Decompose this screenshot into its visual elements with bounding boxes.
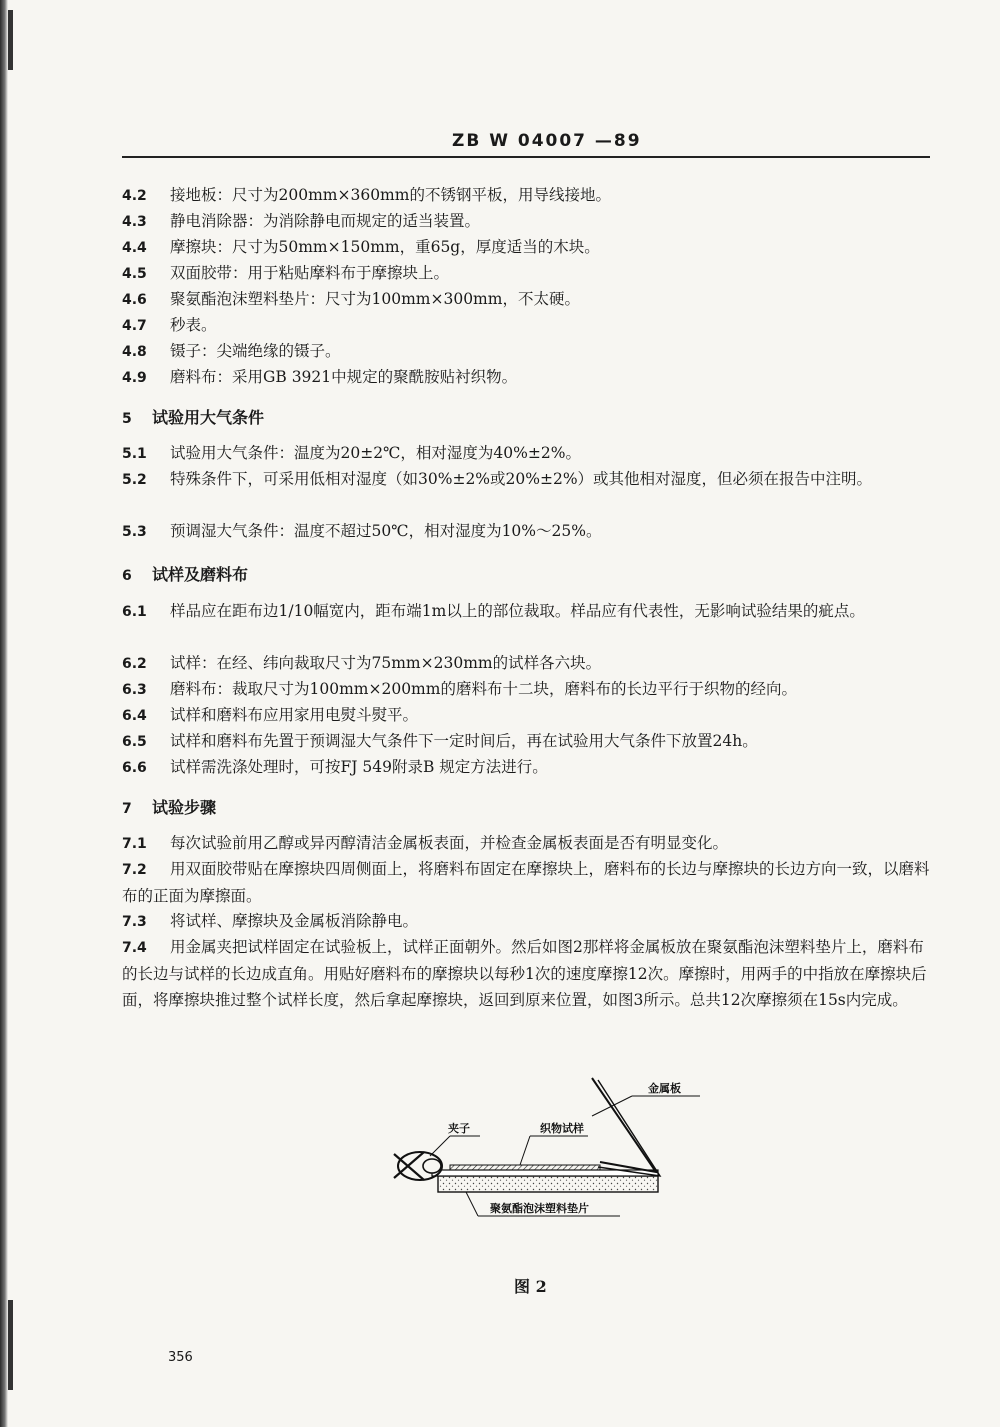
clause-number: 4.8 (122, 344, 147, 360)
page-number: 356 (168, 1350, 193, 1365)
section-title: 试验用大气条件 (152, 408, 265, 427)
figure-2 (370, 1068, 700, 1228)
clause-number: 7.1 (122, 836, 147, 852)
clause-number: 6.4 (122, 708, 147, 724)
clause-number: 7.4 (122, 940, 147, 956)
clause-text: 特殊条件下，可采用低相对湿度（如30%±2%或20%±2%）或其他相对湿度，但必须在报告中注明。 (170, 470, 873, 488)
standard-number: ZB W 04007 —89 (452, 131, 642, 151)
clause-number: 7.3 (122, 914, 147, 930)
section-5-heading (122, 405, 264, 428)
clause-text: 磨料布：采用GB 3921中规定的聚酰胺贴衬织物。 (170, 368, 518, 386)
section-number: 5 (122, 411, 132, 427)
clause-6-5 (122, 728, 938, 755)
clip (394, 1152, 442, 1180)
clause-6-6 (122, 754, 938, 781)
page-header (122, 128, 930, 158)
clause-6-1 (122, 598, 938, 625)
clause-number: 4.2 (122, 188, 147, 204)
clause-number: 4.7 (122, 318, 147, 334)
clause-text: 试样需洗涤处理时，可按FJ 549附录B 规定方法进行。 (170, 758, 548, 776)
clause-4-6 (122, 286, 938, 313)
clause-text: 聚氨酯泡沫塑料垫片：尺寸为100mm×300mm，不太硬。 (170, 290, 580, 308)
clause-text: 双面胶带：用于粘贴摩料布于摩擦块上。 (170, 264, 450, 282)
fabric-sample-label: 织物试样 (540, 1122, 584, 1135)
clause-number: 6.6 (122, 760, 147, 776)
foam-pad (438, 1176, 658, 1192)
clause-4-2 (122, 182, 938, 209)
clause-4-5 (122, 260, 938, 287)
clause-4-7 (122, 312, 938, 339)
leader-line (430, 1136, 450, 1156)
section-title: 试样及磨料布 (152, 565, 249, 584)
clause-text: 预调湿大气条件：温度不超过50℃，相对湿度为10%～25%。 (170, 522, 602, 540)
clause-7-1 (122, 830, 938, 857)
foam-pad-label: 聚氨酯泡沫塑料垫片 (490, 1202, 589, 1215)
clause-text: 试样：在经、纬向裁取尺寸为75mm×230mm的试样各六块。 (170, 654, 602, 672)
metal-plate (592, 1078, 656, 1172)
clause-text: 镊子：尖端绝缘的镊子。 (170, 342, 341, 360)
section-title: 试验步骤 (152, 798, 217, 817)
clause-number: 4.3 (122, 214, 147, 230)
section-number: 7 (122, 801, 132, 817)
clause-text: 静电消除器：为消除静电而规定的适当装置。 (170, 212, 481, 230)
scan-mark (8, 10, 13, 70)
clause-text: 用双面胶带贴在摩擦块四周侧面上，将磨料布固定在摩擦块上，磨料布的长边与摩擦块的长边方向一致，以磨料布的正面为摩擦面。 (122, 860, 930, 905)
leader-line (592, 1096, 632, 1116)
clause-number: 4.6 (122, 292, 147, 308)
figure-caption: 图 2 (514, 1277, 547, 1296)
clause-4-3 (122, 208, 938, 235)
section-6-heading (122, 562, 248, 585)
clause-6-4 (122, 702, 938, 729)
clause-text: 接地板：尺寸为200mm×360mm的不锈钢平板，用导线接地。 (170, 186, 611, 204)
clause-text: 每次试验前用乙醇或异丙醇清洁金属板表面，并检查金属板表面是否有明显变化。 (170, 834, 729, 852)
clause-text: 磨料布：裁取尺寸为100mm×200mm的磨料布十二块，磨料布的长边平行于织物的经向。 (170, 680, 797, 698)
clause-7-2 (122, 856, 938, 909)
clause-number: 5.2 (122, 472, 147, 488)
clause-number: 4.5 (122, 266, 147, 282)
clause-text: 试样和磨料布应用家用电熨斗熨平。 (170, 706, 419, 724)
clause-4-8 (122, 338, 938, 365)
clause-number: 4.9 (122, 370, 147, 386)
clause-number: 6.2 (122, 656, 147, 672)
clause-number: 5.1 (122, 446, 147, 462)
clause-number: 6.1 (122, 604, 147, 620)
leader-line (520, 1136, 530, 1165)
clause-6-3 (122, 676, 938, 703)
scan-edge-shadow (0, 0, 8, 1427)
metal-plate-label: 金属板 (648, 1082, 681, 1095)
clause-7-4 (122, 934, 938, 1013)
clause-number: 6.5 (122, 734, 147, 750)
clause-6-2 (122, 650, 938, 677)
leader-line (466, 1192, 478, 1216)
clause-text: 试样和磨料布先置于预调湿大气条件下一定时间后，再在试验用大气条件下放置24h。 (170, 732, 758, 750)
clause-text: 试验用大气条件：温度为20±2℃，相对湿度为40%±2%。 (170, 444, 581, 462)
clause-4-4 (122, 234, 938, 261)
clause-7-3 (122, 908, 938, 935)
clause-text: 将试样、摩擦块及金属板消除静电。 (170, 912, 419, 930)
clause-5-2 (122, 466, 938, 493)
clause-text: 摩擦块：尺寸为50mm×150mm，重65g，厚度适当的木块。 (170, 238, 600, 256)
section-7-heading (122, 795, 216, 818)
clause-text: 用金属夹把试样固定在试验板上，试样正面朝外。然后如图2那样将金属板放在聚氨酯泡沫塑料垫片上，磨料布的长边与试样的长边成直角。用贴好磨料布的摩擦块以每秒1次的速度摩擦12次。摩擦时，用两手的中指放在摩擦块后面，将摩擦块推过整个试样长度，然后拿起摩擦块，返回到原来位置，如图3所示。总共12次摩擦须在15s内完成。 (122, 938, 927, 1009)
clip-label: 夹子 (448, 1122, 470, 1135)
fabric-sample (450, 1165, 600, 1170)
clause-number: 5.3 (122, 524, 147, 540)
clause-5-1 (122, 440, 938, 467)
clause-text: 样品应在距布边1/10幅宽内，距布端1m以上的部位裁取。样品应有代表性，无影响试验结果的疵点。 (170, 602, 865, 620)
clause-number: 4.4 (122, 240, 147, 256)
clause-5-3 (122, 518, 938, 545)
scan-mark (8, 1300, 13, 1390)
figure-2-diagram (370, 1068, 700, 1228)
clause-text: 秒表。 (170, 316, 217, 334)
clause-number: 7.2 (122, 862, 147, 878)
clause-4-9 (122, 364, 938, 391)
section-number: 6 (122, 568, 132, 584)
clause-number: 6.3 (122, 682, 147, 698)
